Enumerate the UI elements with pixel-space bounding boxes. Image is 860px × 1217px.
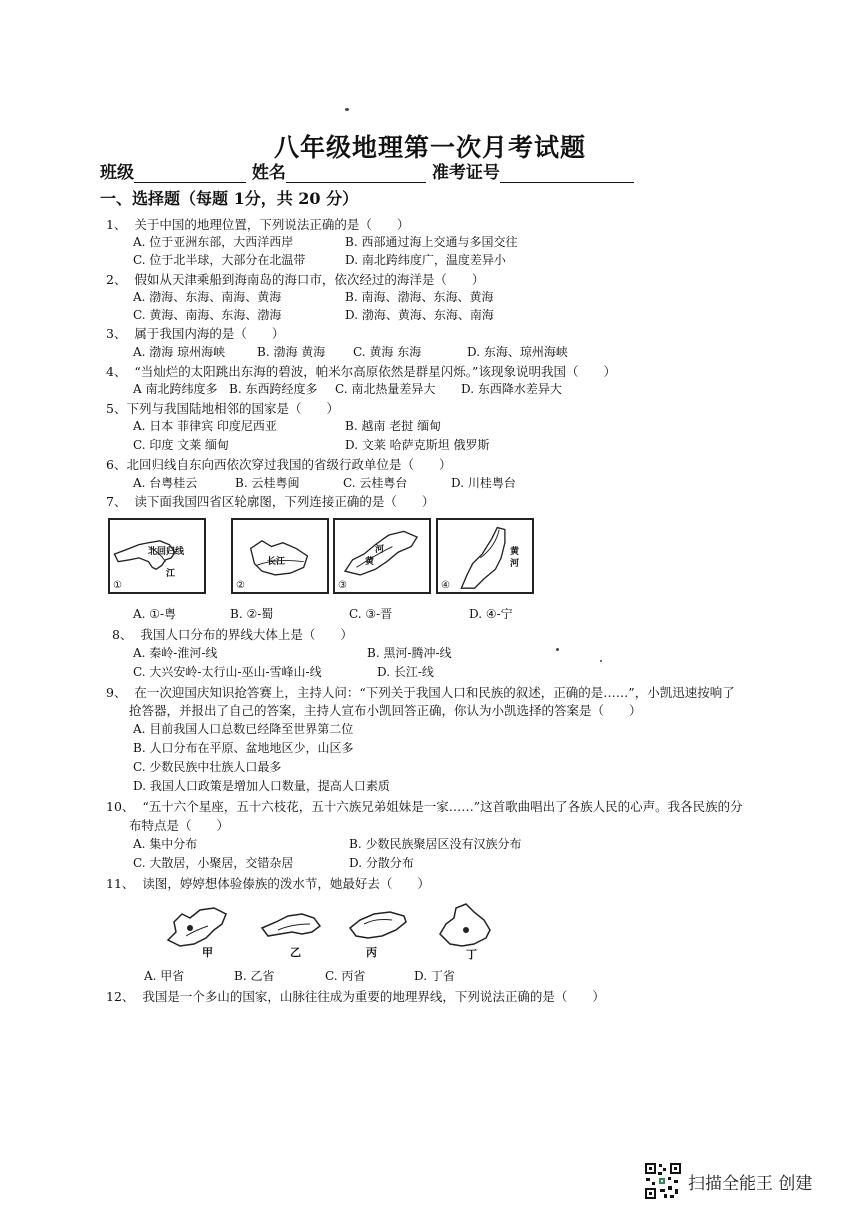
map-label: 江	[166, 569, 176, 579]
province-map-jia	[160, 900, 250, 958]
scan-speck	[345, 108, 349, 111]
map-label: 黄	[365, 557, 375, 567]
option: B. 人口分布在平原、盆地地区少，山区多	[133, 741, 354, 755]
class-blank[interactable]	[134, 168, 246, 183]
qr-code-icon	[644, 1162, 682, 1200]
scan-speck	[600, 660, 602, 662]
map-label: 黄	[510, 547, 520, 557]
option: D. 川桂粤台	[451, 476, 516, 490]
option: D. 东西降水差异大	[461, 382, 562, 396]
option: A. 目前我国人口总数已经降至世界第二位	[133, 722, 354, 736]
option: C. 大兴安岭-太行山-巫山-雪峰山-线	[133, 665, 322, 679]
name-blank[interactable]	[286, 168, 426, 183]
question-5: 5、下列与我国陆地相邻的国家是（ ）	[106, 401, 339, 416]
option: B. 南海、渤海、东海、黄海	[345, 290, 494, 304]
question-11: 11、 读图，婷婷想体验傣族的泼水节，她最好去（ ）	[106, 876, 430, 891]
map-number: ②	[236, 580, 245, 591]
option: C. 丙省	[325, 969, 366, 983]
option: A. 日本 菲律宾 印度尼西亚	[133, 419, 277, 433]
map-label: 乙	[290, 946, 301, 959]
option: B. 黑河-腾冲-线	[367, 646, 452, 660]
question-1: 1、 关于中国的地理位置，下列说法正确的是（ ）	[106, 217, 410, 232]
province-map-2	[231, 518, 329, 594]
option: D. 南北跨纬度广，温度差异小	[345, 253, 506, 267]
exam-title: 八年级地理第一次月考试题	[273, 133, 586, 162]
province-map-ding	[426, 900, 516, 961]
question-4: 4、 “当灿烂的太阳跳出东海的碧波，帕米尔高原依然是群星闪烁。”该现象说明我国（ ）	[106, 364, 616, 379]
province-map-3	[333, 518, 431, 594]
option: D. 长江-线	[377, 665, 434, 679]
option: A. 集中分布	[133, 837, 198, 851]
option: B. 越南 老挝 缅甸	[345, 419, 442, 433]
option: D. 东海、琼州海峡	[467, 345, 568, 359]
question-10: 10、 “五十六个星座，五十六枝花，五十六族兄弟姐妹是一家……”这首歌曲唱出了各族人民的心声。我各民族的分	[106, 799, 743, 814]
option: A. 秦岭-淮河-线	[133, 646, 218, 660]
option: C. 位于北半球，大部分在北温带	[133, 253, 306, 267]
class-label: 班级	[100, 163, 134, 183]
province-map-4	[436, 518, 534, 594]
watermark-text: 扫描全能王 创建	[688, 1173, 813, 1194]
option: D. 渤海、黄海、东海、南海	[345, 308, 494, 322]
option: C. ③-晋	[349, 607, 393, 621]
map-label: 河	[510, 559, 520, 569]
option: A. 渤海、东海、南海、黄海	[133, 290, 282, 304]
option: D. 丁省	[414, 969, 455, 983]
province-map-1	[108, 518, 206, 594]
map-label: 河	[375, 545, 385, 555]
option: C. 大散居，小聚居，交错杂居	[133, 856, 294, 870]
province-map-bing	[340, 900, 430, 958]
question-12: 12、 我国是一个多山的国家，山脉往往成为重要的地理界线，下列说法正确的是（ ）	[106, 989, 605, 1004]
option: B. ②-蜀	[230, 607, 274, 621]
option: D. ④-宁	[469, 607, 513, 621]
scanner-watermark	[644, 1162, 812, 1200]
option: A 南北跨纬度多	[133, 382, 218, 396]
option: D. 我国人口政策是增加人口数量，提高人口素质	[133, 779, 390, 793]
map-number: ④	[441, 580, 450, 591]
option: D. 分散分布	[349, 856, 414, 870]
map-label: 北回归线	[148, 547, 185, 557]
option: B. 东西跨经度多	[229, 382, 318, 396]
option: B. 云桂粤闽	[235, 476, 300, 490]
map-label: 丙	[366, 946, 377, 959]
option: A. 位于亚洲东部，大西洋西岸	[133, 235, 294, 249]
question-3: 3、 属于我国内海的是（ ）	[106, 326, 285, 341]
name-label: 姓名	[251, 163, 286, 183]
option: C. 云桂粤台	[343, 476, 408, 490]
option: A. 甲省	[144, 969, 185, 983]
question-2: 2、 假如从天津乘船到海南岛的海口市，依次经过的海洋是（ ）	[106, 272, 485, 287]
option: C. 黄海 东海	[353, 345, 422, 359]
option: B. 西部通过海上交通与多国交往	[345, 235, 518, 249]
option: A. ①-粤	[133, 607, 177, 621]
question-6: 6、北回归线自东向西依次穿过我国的省级行政单位是（ ）	[106, 457, 452, 472]
option: C. 黄海、南海、东海、渤海	[133, 308, 282, 322]
option: B. 渤海 黄海	[257, 345, 326, 359]
province-map-yi	[258, 900, 348, 958]
option: B. 少数民族聚居区没有汉族分布	[349, 837, 522, 851]
map-label: 甲	[202, 946, 213, 959]
student-info-fields	[100, 158, 634, 183]
exam-id-label: 准考证号	[431, 163, 500, 183]
question-8: 8、 我国人口分布的界线大体上是（ ）	[112, 627, 353, 642]
map-label: 丁	[466, 948, 477, 961]
map-label: 长江	[267, 557, 286, 567]
question-7: 7、 读下面我国四省区轮廓图，下列连接正确的是（ ）	[106, 494, 435, 509]
option: D. 文莱 哈萨克斯坦 俄罗斯	[345, 438, 490, 452]
question-9-continued: 抢答器，并报出了自己的答案，主持人宣布小凯回答正确，你认为小凯选择的答案是（ ）	[129, 703, 642, 718]
scan-speck	[556, 648, 559, 651]
option: B. 乙省	[234, 969, 275, 983]
option: A. 台粤桂云	[133, 476, 198, 490]
shandong-outline	[335, 520, 429, 592]
option: C. 南北热量差异大	[335, 382, 436, 396]
section-heading: 一、选择题（每题 1分，共 20 分）	[100, 189, 359, 208]
option: A. 渤海 琼州海峡	[133, 345, 226, 359]
map-number: ③	[338, 580, 347, 591]
map-number: ①	[113, 580, 122, 591]
option: C. 少数民族中壮族人口最多	[133, 760, 282, 774]
exam-id-blank[interactable]	[500, 168, 634, 183]
question-10-continued: 布特点是（ ）	[129, 818, 230, 833]
option: C. 印度 文莱 缅甸	[133, 438, 230, 452]
question-9: 9、 在一次迎国庆知识抢答赛上，主持人问：“下列关于我国人口和民族的叙述，正确的是……”，小凯迅速按响了	[106, 685, 735, 700]
